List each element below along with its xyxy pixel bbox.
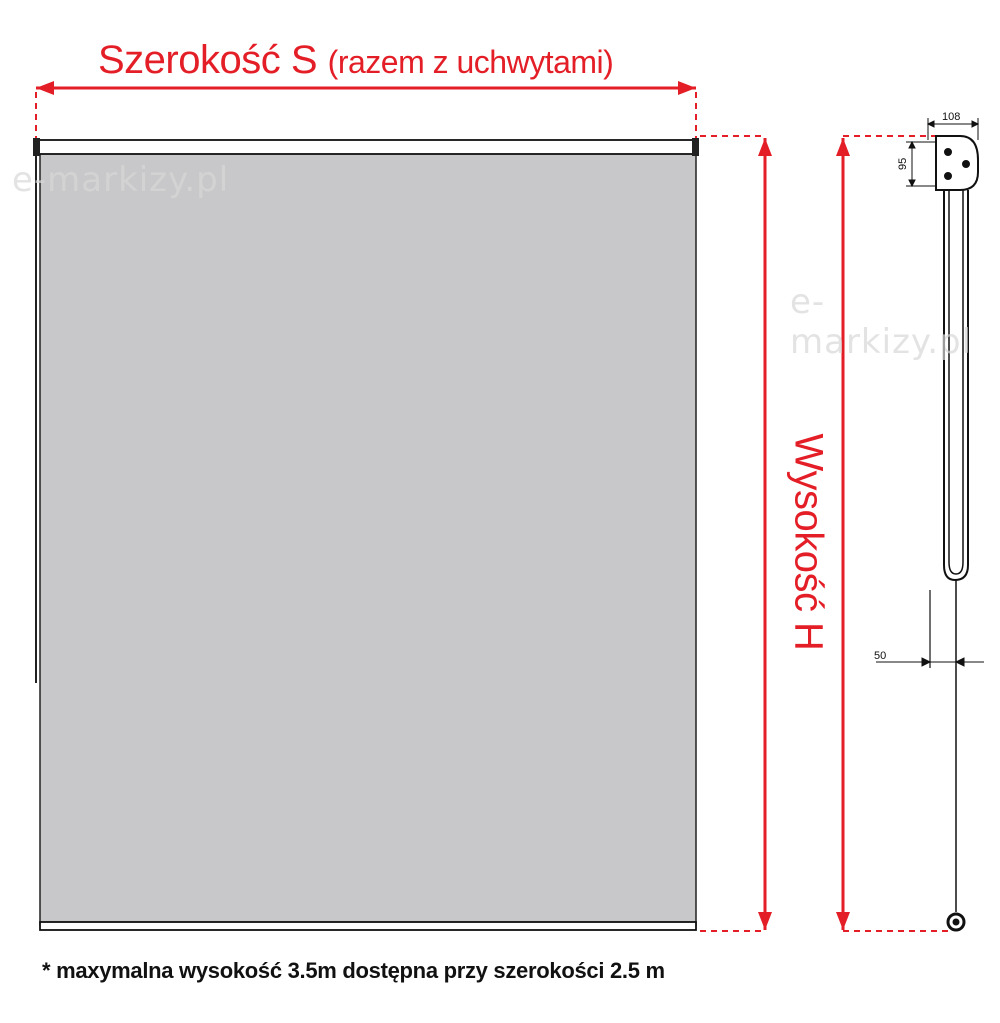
left-bracket bbox=[33, 138, 40, 156]
watermark: e-markizy.pl bbox=[12, 160, 230, 200]
width-label bbox=[98, 38, 613, 83]
blind-fabric bbox=[40, 150, 696, 925]
height-label: Wysokość H bbox=[786, 433, 831, 651]
dim-108-label: 108 bbox=[942, 111, 961, 123]
side-height-dimension bbox=[836, 136, 948, 931]
dim-50-label: 50 bbox=[874, 650, 887, 662]
width-label-note: (razem z uchwytami) bbox=[327, 44, 614, 80]
bottom-bar bbox=[40, 922, 696, 930]
right-bracket bbox=[692, 138, 699, 156]
height-dimension bbox=[700, 136, 772, 931]
width-label-main: Szerokość S bbox=[98, 38, 318, 82]
width-dimension bbox=[36, 81, 696, 138]
footnote: * maxymalna wysokość 3.5m dostępna przy szerokości 2.5 m bbox=[42, 958, 665, 983]
dim-95-label: 95 bbox=[897, 157, 909, 170]
side-profile bbox=[930, 136, 978, 930]
top-roller bbox=[36, 140, 698, 154]
watermark: e-markizy.pl bbox=[790, 282, 973, 362]
